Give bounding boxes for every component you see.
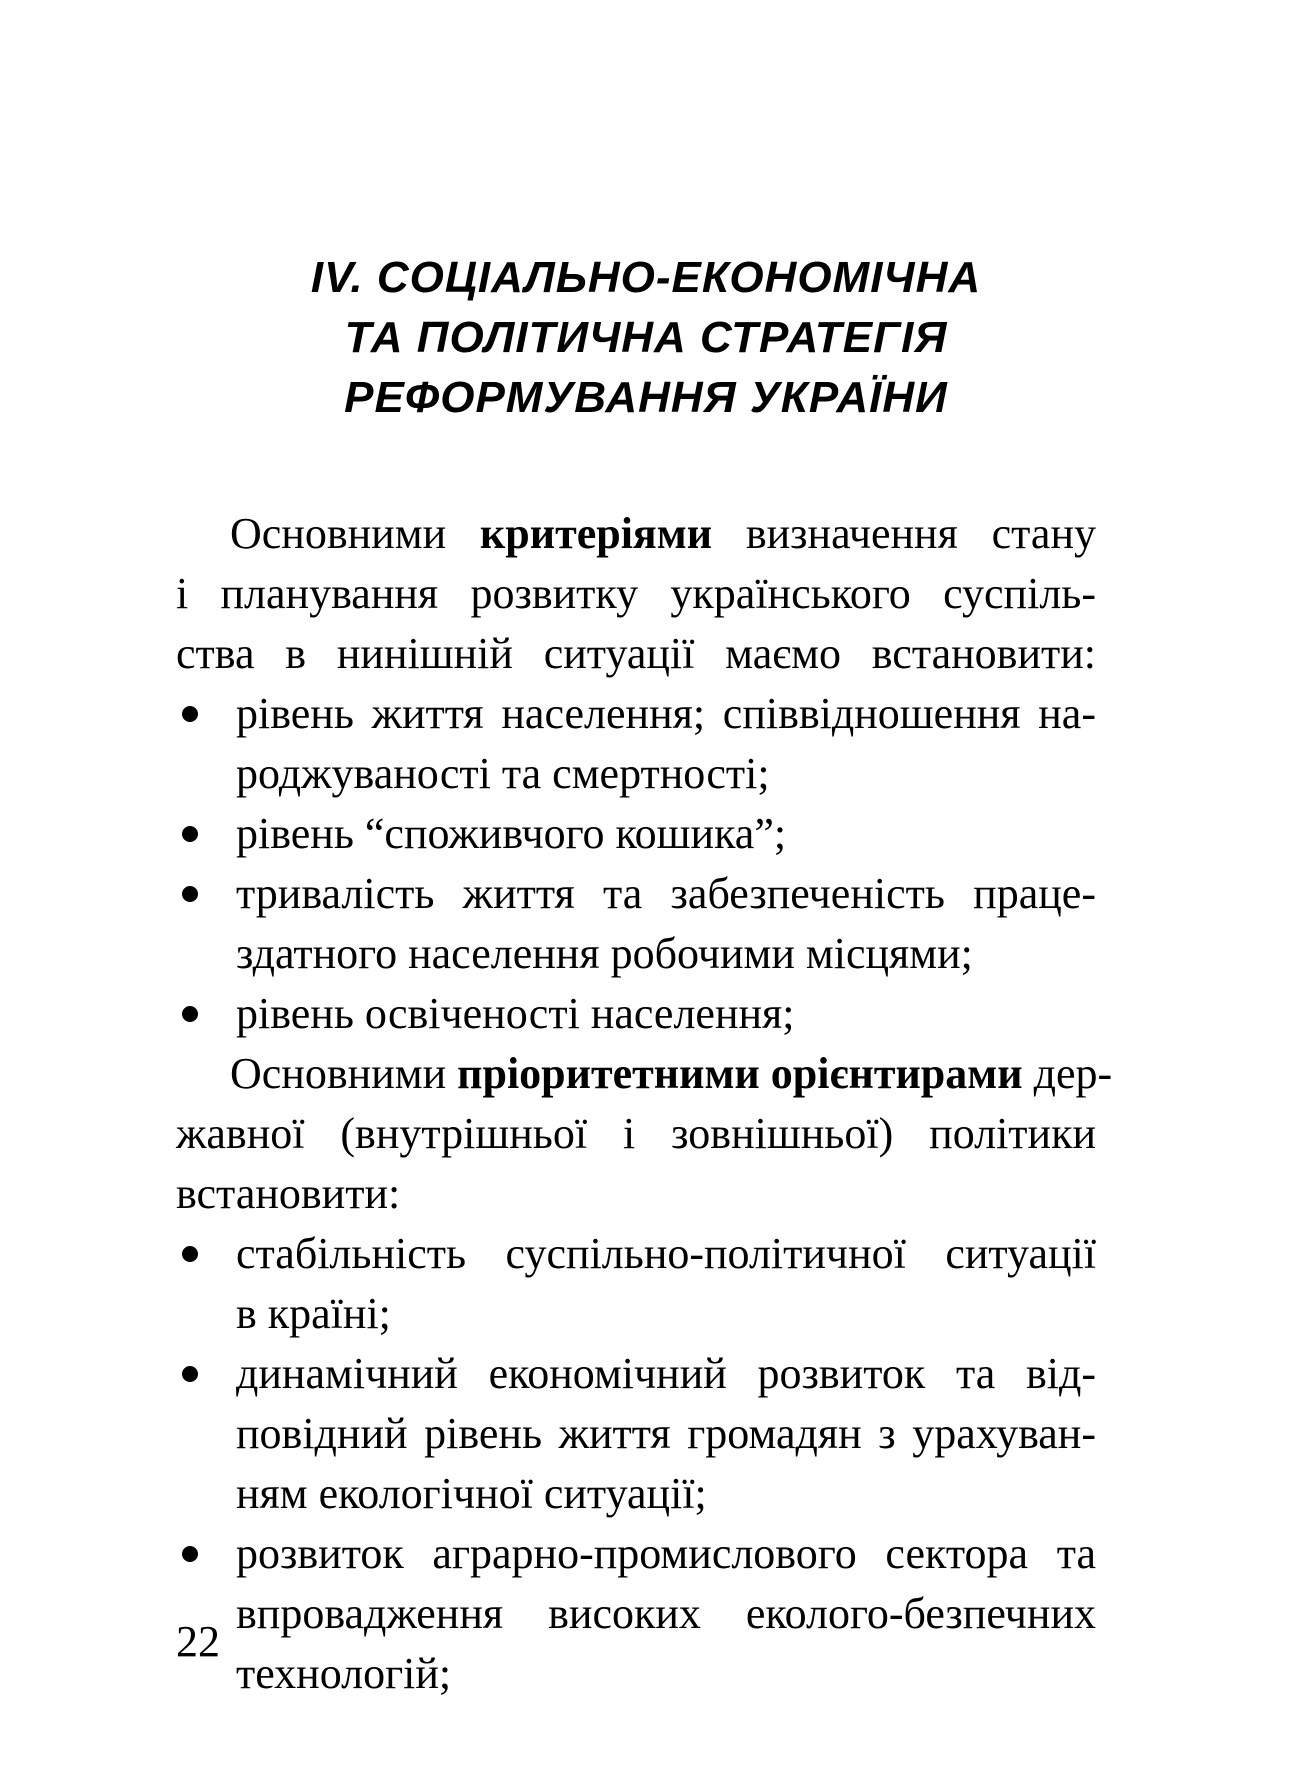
bold-term: пріоритетними орієнтирами (457, 1049, 1023, 1098)
text-run: визначення стану (712, 509, 1096, 558)
paragraph-line: встановити: (176, 1169, 401, 1218)
list-item (176, 864, 1096, 984)
bullet-icon (182, 886, 198, 902)
bullet-icon (182, 706, 198, 722)
bullet-icon (182, 1006, 198, 1022)
list-item (176, 1524, 1096, 1704)
list-item (176, 1224, 1096, 1344)
text-run: Основними (230, 1049, 458, 1098)
list-item-line: здатного населення робочими місцями; (236, 929, 973, 978)
bullet-icon (182, 1366, 198, 1382)
text-run: Основними (230, 509, 480, 558)
list-item (176, 1344, 1096, 1524)
paragraph-line: ства в нинішній ситуації маємо встановити: (176, 629, 1096, 678)
paragraph-priorities (176, 1044, 1113, 1224)
paragraph-criteria (176, 504, 1096, 684)
chapter-heading (176, 248, 1116, 428)
body-text (176, 504, 1113, 1704)
bullet-icon (182, 1246, 198, 1262)
paragraph-line (176, 504, 1096, 564)
priorities-list (176, 1224, 1096, 1704)
bold-term: критеріями (479, 509, 713, 558)
list-item (176, 684, 1096, 804)
list-item-line: рівень життя населення; співвідношення на- (236, 689, 1096, 738)
list-item (176, 984, 1096, 1044)
list-item-line: технологій; (236, 1649, 452, 1698)
paragraph-line: жавної (внутрішньої і зовнішньої) політики (176, 1109, 1096, 1158)
list-item-line: динамічний економічний розвиток та від- (236, 1349, 1096, 1398)
list-item-line: рівень “споживчого кошика”; (236, 809, 787, 858)
list-item (176, 804, 1096, 864)
paragraph-line: і планування розвитку українського суспіль- (176, 569, 1096, 618)
bullet-icon (182, 1546, 198, 1562)
list-item-line: в країні; (236, 1289, 391, 1338)
paragraph-line (176, 1044, 1113, 1104)
list-item-line: впровадження високих еколого-безпечних (236, 1589, 1096, 1638)
page-number: 22 (176, 1617, 220, 1666)
list-item-line: розвиток аграрно-промислового сектора та (236, 1529, 1096, 1578)
heading-line: IV. СОЦІАЛЬНО-ЕКОНОМІЧНА (310, 253, 982, 302)
heading-line: ТА ПОЛІТИЧНА СТРАТЕГІЯ (344, 313, 948, 362)
bullet-icon (182, 826, 198, 842)
text-run: дер- (1022, 1049, 1113, 1098)
list-item-line: повідний рівень життя громадян з урахуван- (236, 1409, 1096, 1458)
list-item-line: стабільність суспільно-політичної ситуації (236, 1229, 1096, 1278)
list-item-line: ням екологічної ситуації; (236, 1469, 707, 1518)
heading-line: РЕФОРМУВАННЯ УКРАЇНИ (344, 373, 948, 422)
list-item-line: роджуваності та смертності; (236, 749, 770, 798)
criteria-list (176, 684, 1096, 1044)
list-item-line: рівень освіченості населення; (236, 989, 795, 1038)
list-item-line: тривалість життя та забезпеченість праце- (236, 869, 1096, 918)
